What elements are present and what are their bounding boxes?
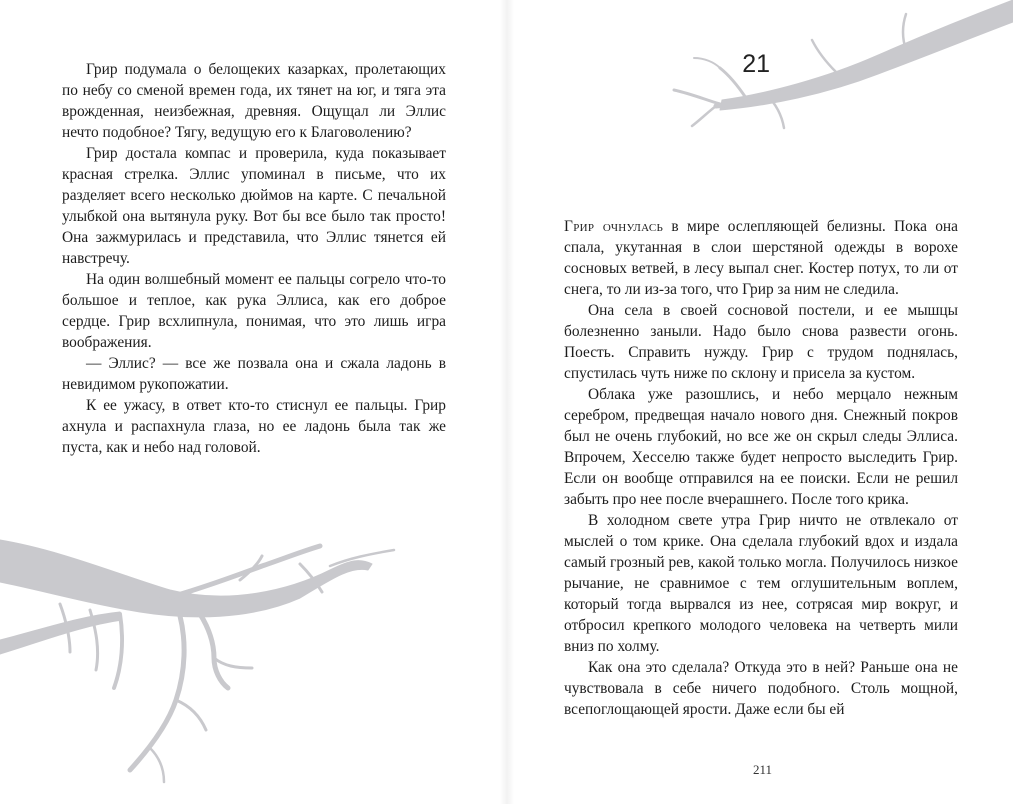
paragraph: Как она это сделала? Откуда это в ней? Раньше она не чувствовала в себе ничего подобного. Столь мощной, всепоглощающей ярости. Даже если бы ей — [564, 659, 958, 718]
tree-branch-illustration-left — [0, 520, 460, 810]
paragraph: Грир достала компас и проверила, куда показывает красная стрелка. Эллис упоминал в письме, что их разделяет всего несколько дюймов на карте. С печальной улыбкой она вытянула руку. Вот бы все было так просто! Она зажмурилась и представила, что Эллис тянется ей навстречу. — [62, 145, 446, 267]
opening-rest: в мире ослепляющей белизны. Пока она спала, укутанная в слои шерстяной одежды в ворохе сосновых ветвей, в лесу выпал снег. Костер потух, то ли от снега, то ли из-за того, что Грир за ним не следила. — [564, 218, 958, 298]
left-page — [0, 0, 506, 804]
opening-paragraph — [564, 216, 958, 300]
right-page — [506, 0, 1013, 804]
chapter-number: 21 — [742, 50, 770, 78]
opening-words: Грир очнулась — [564, 218, 664, 235]
paragraph: В холодном свете утра Грир ничто не отвлекало от мыслей о том крике. Она сделала глубокий вдох и издала самый грозный рев, какой только могла. Получилось низкое рычание, не сравнимое с тем оглушительным воплем, который тогда вырвался из нее, сотрясая мир вокруг, и отбросил крепкого молодого человека на четверть мили вниз по холму. — [564, 512, 958, 655]
paragraph: На один волшебный момент ее пальцы согрело что-то большое и теплое, как рука Эллиса, как его доброе сердце. Грир всхлипнула, понимая, что это лишь игра воображения. — [62, 271, 446, 351]
paragraph: Она села в своей сосновой постели, и ее мышцы болезненно заныли. Надо было снова развести огонь. Поесть. Справить нужду. Грир с трудом поднялась, спустилась чуть ниже по склону и присела за кустом. — [564, 302, 958, 382]
paragraph: Облака уже разошлись, и небо мерцало нежным серебром, предвещая начало нового дня. Снежный покров был не очень глубокий, но все же он скрыл следы Эллиса. Впрочем, Хесселю также будет непросто выследить Грир. Если он вообще отправился на ее поиски. Если не решил забыть про нее после вчерашнего. После того крика. — [564, 386, 958, 508]
paragraph: К ее ужасу, в ответ кто-то стиснул ее пальцы. Грир ахнула и распахнула глаза, но ее ладонь была так же пуста, как и небо над головой. — [62, 397, 446, 456]
paragraph: Грир подумала о белощеких казарках, пролетающих по небу со сменой времен года, их тянет на юг, и тяга эта врожденная, неизбежная, древняя. Ощущал ли Эллис нечто подобное? Тягу, ведущую его к Благоволению? — [62, 61, 446, 141]
page-number: 211 — [753, 762, 773, 777]
right-page-text — [564, 216, 958, 720]
left-page-text — [62, 59, 446, 458]
paragraph: — Эллис? — все же позвала она и сжала ладонь в невидимом рукопожатии. — [62, 355, 446, 393]
